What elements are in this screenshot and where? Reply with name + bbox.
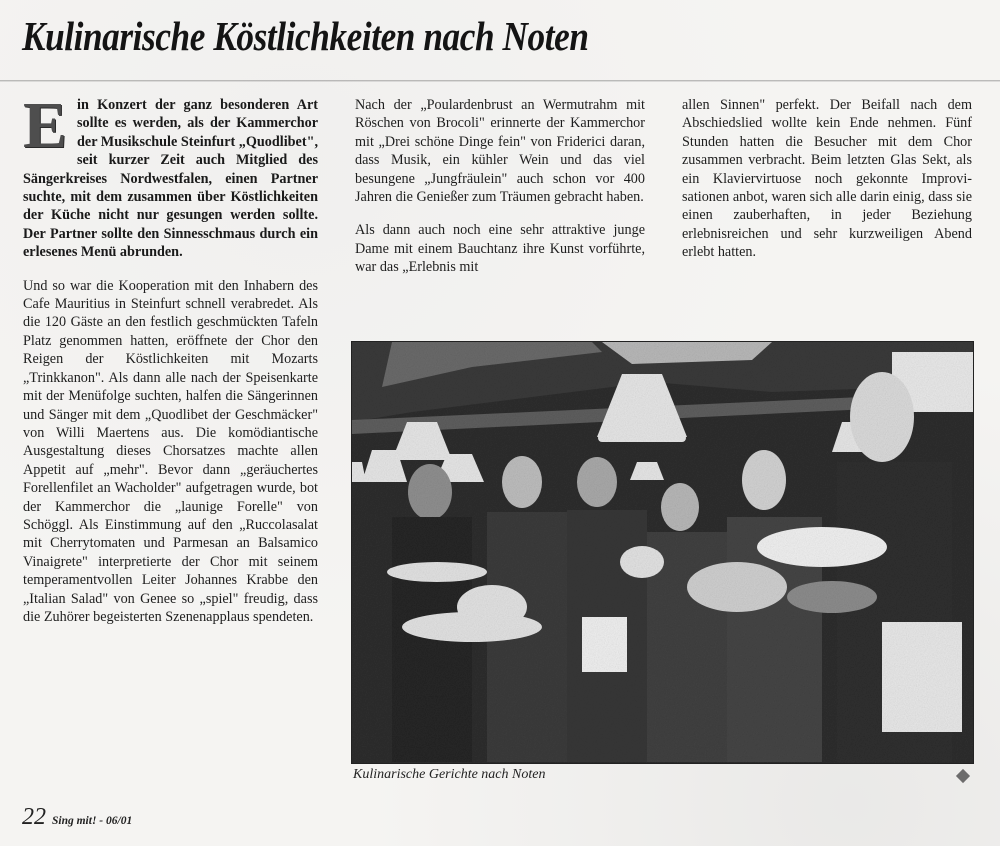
body-paragraph: Als dann auch noch eine sehr attraktive junge Dame mit einem Bauchtanz ihre Kunst vorführte, war das „Erlebnis mit [355,222,645,276]
article-headline: Kulinarische Köstlichkeiten nach Noten [22,13,589,59]
article-column-2 [355,96,645,277]
body-paragraph: Und so war die Kooperation mit den Inhabern des Cafe Mauritius in Steinfurt schnell verabredet. Als die 120 Gäste an den festlich geschmückten Tafeln Platz genommen hatten, eröffnete der Chor den Reigen der Köstlichkeiten mit Mozarts „Trinkkanon". Als dann alle nach der Speisenkarte mit der Menüfolge suchten, halfen die Sängerinnen und Sänger mit dem „Quodlibet der Geschmäcker" von Willi Maertens aus. Die komödiantische Ausgestaltung dieses Chorsatzes machte allen Appetit auf „mehr". Bevor dann „geräuchertes Forellenfilet an Wacholder" aufgetragen wurde, bot der Kammerchor die „launige Forelle" von Schöggl. Als Einstimmung auf den „Ruccolasalat mit Cherrytomaten und Parmesan an Balsamico Vinaigrete" interpretierte der Chor mit seinem temperamentvollen Leiter Johannes Krabbe den „Italian Salad" von Genee so „spiel" freudig, dass die Zuhörer begeisterten Szenenapplaus spendeten. [23,277,318,625]
body-paragraph: allen Sinnen" perfekt. Der Beifall nach dem Abschiedslied wollte kein Ende nehmen. Fünf Stunden hatten die Besucher mit dem Chor zusammen verbracht. Beim letzten Glas Sekt, als ein Klaviervirtuose noch gekonnte Improvisationen anbot, waren sich alle darin einig, dass sie einen zauberhaften, in jeder Beziehung erlebnisreichen und sehr kurzweiligen Abend erlebt hatten. [682,97,972,261]
photo-illustration [352,342,973,763]
article-photo [351,341,974,764]
body-paragraph: Nach der „Poulardenbrust an Wermutrahm mit Röschen von Brocoli" erinnerte der Kammerchor mit „Drei schöne Dinge fein" von Friderici daran, dass Musik, ein kühler Wein und das viel besungene „Jungfräulein" auch schon vor 400 Jahren die Genießer zum Träumen gebracht haben. [355,97,645,206]
article-column-3 [682,96,972,262]
page-number: 22 [22,804,46,830]
paper-fold-line [0,80,1000,82]
article-column-1 [23,89,318,626]
page-footer [22,804,132,831]
lead-text: in Konzert der ganz besonderen Art sollte es werden, als der Kammerchor der Musikschule Steinfurt „Quodlibet", seit kurzer Zeit auch Mitglied des Sängerkreises Nordwestfalen, einen Partner suchte, mit dem zusammen über Köstlichkeiten der Küche nicht nur gesungen werden sollte. Der Partner sollte den Sinnesschmaus durch ein erlesenes Menü abrunden. [23,97,318,261]
lead-paragraph [23,89,318,262]
magazine-issue: Sing mit! - 06/01 [52,815,133,827]
diamond-icon [956,769,970,783]
photo-caption: Kulinarische Gerichte nach Noten [353,767,546,782]
drop-cap: E [23,89,68,162]
